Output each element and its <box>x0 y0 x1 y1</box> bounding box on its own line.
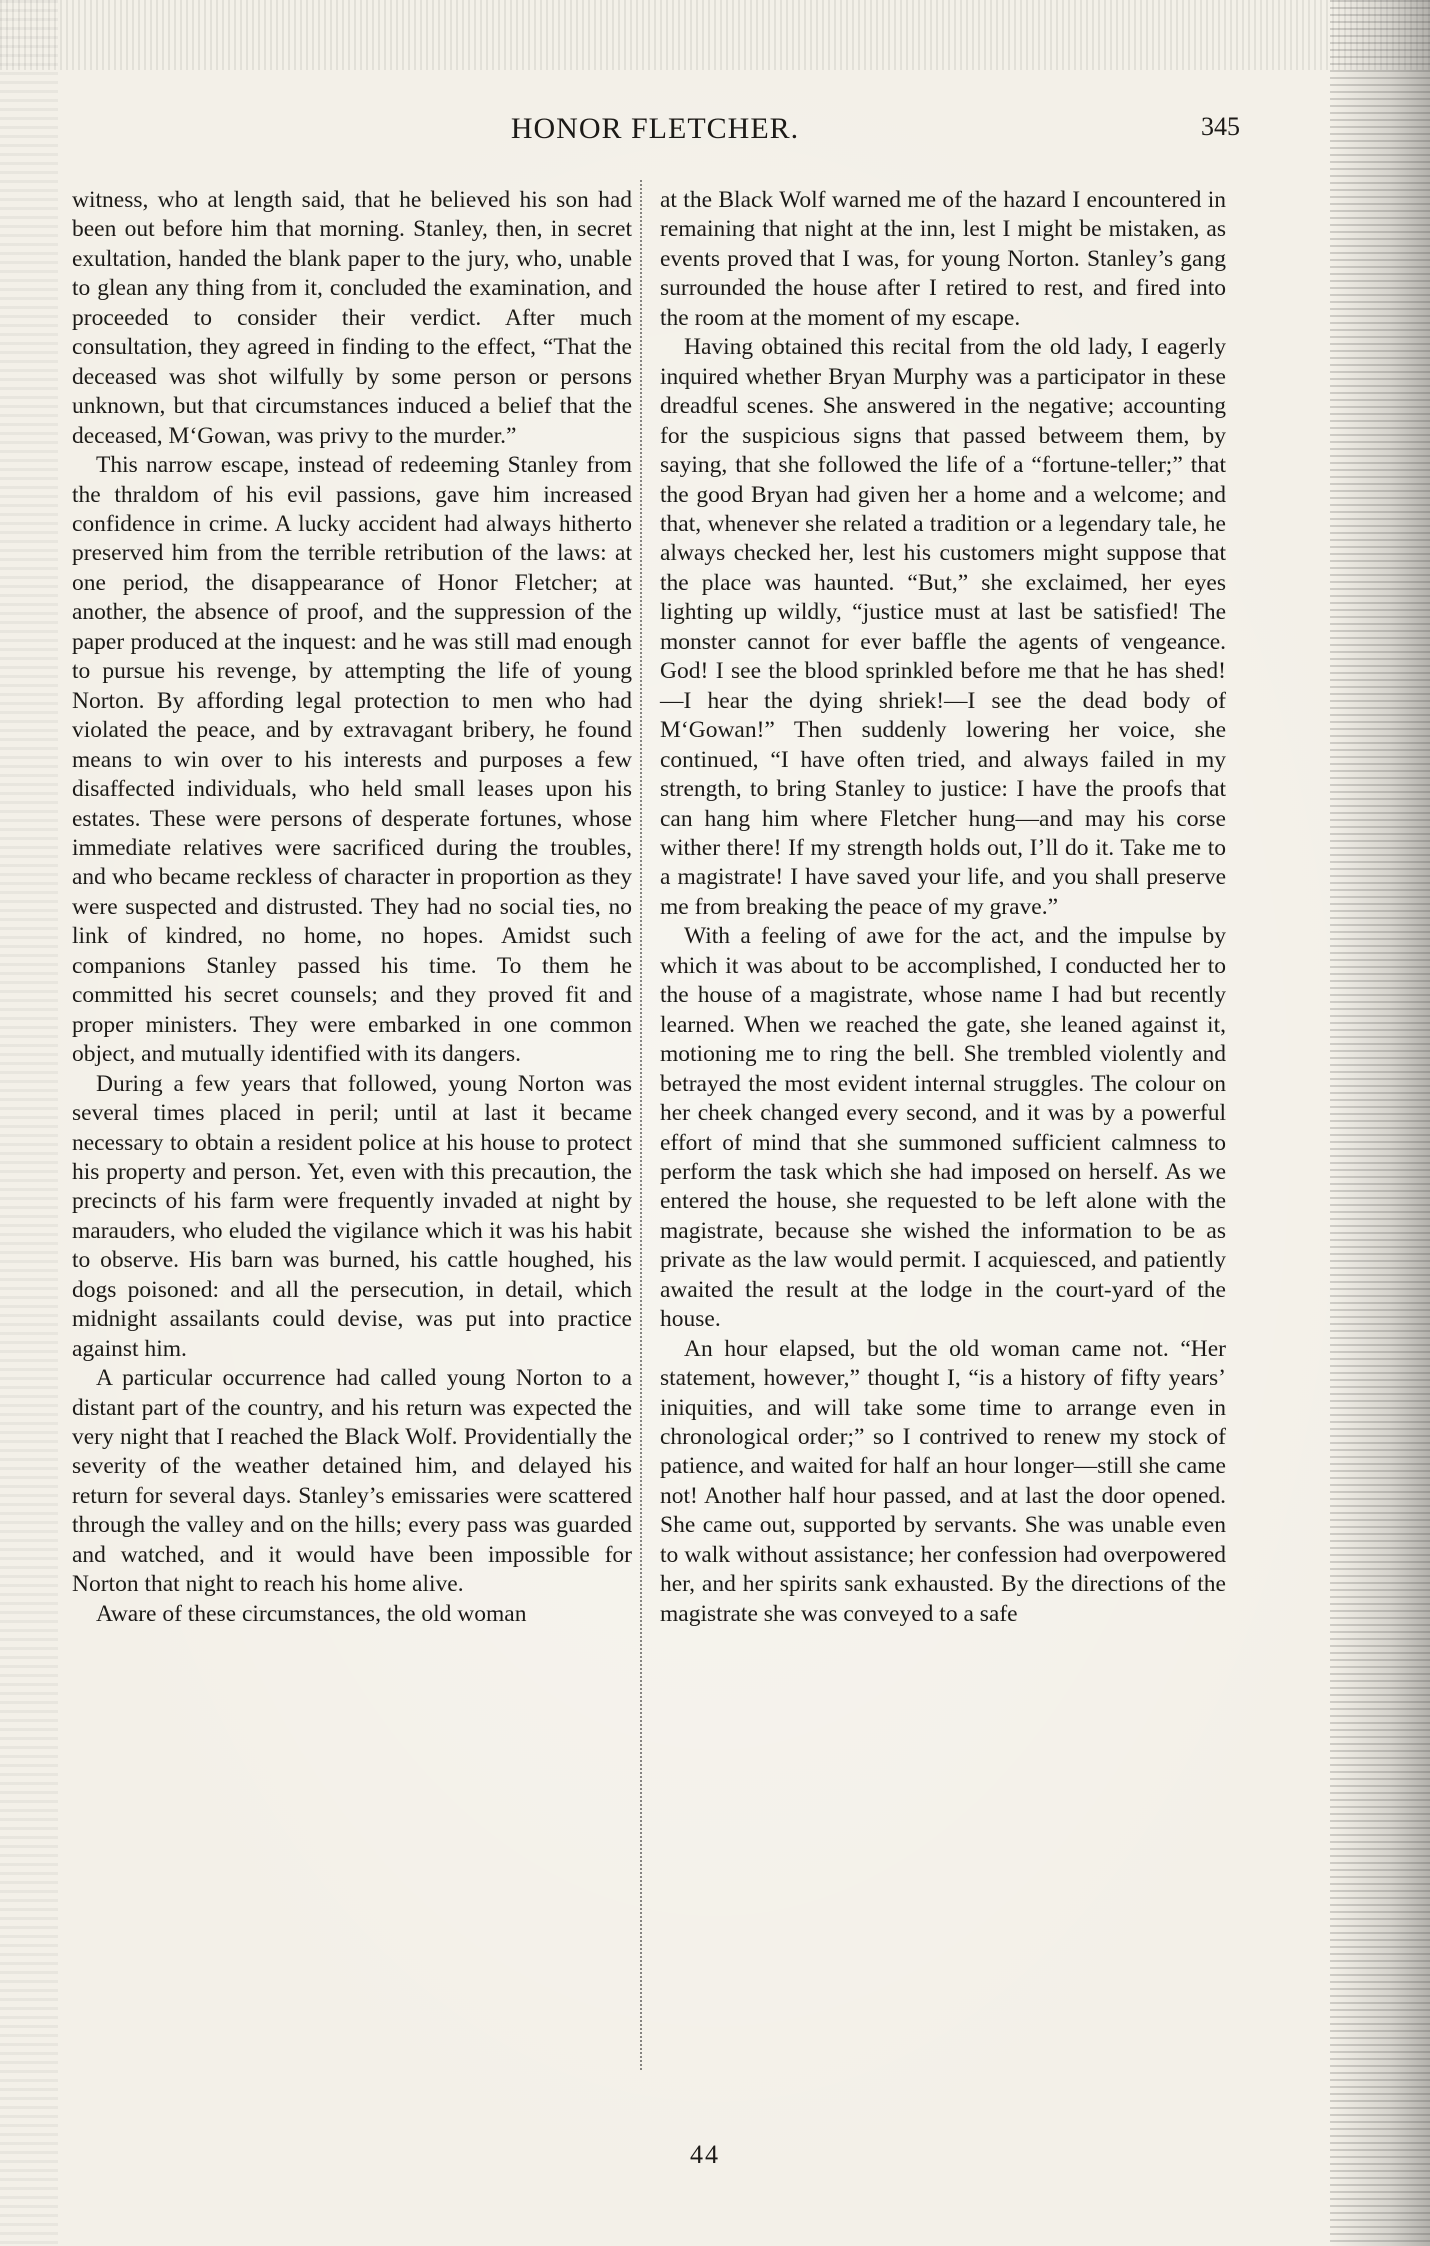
paragraph: A particular occurrence had called young Norton to a distant part of the country, and his return was expected the very night that I reached the Black Wolf. Providentially the severity of the weather detained him, and delayed his return for several days. Stanley’s emissaries were scattered through the valley and on the hills; every pass was guarded and watched, and it would have been impossible for Norton that night to reach his home alive. <box>72 1365 632 1598</box>
scan-noise-right <box>1330 0 1430 2246</box>
paragraph: With a feeling of awe for the act, and the impulse by which it was about to be accomplished, I conducted her to the house of a magistrate, whose name I had but recently learned. When we reached the gate, she leaned against it, motioning me to ring the bell. She trembled violently and betrayed the most evident internal struggles. The colour on her cheek changed every second, and it was by a powerful effort of mind that she summoned sufficient calmness to perform the task which she had imposed on herself. As we entered the house, she requested to be left alone with the magistrate, because she wished the information to be as private as the law would permit. I acquiesced, and patiently awaited the result at the lodge in the court-yard of the house. <box>660 923 1226 1333</box>
signature-mark: 44 <box>690 2140 720 2169</box>
scan-noise-top <box>0 0 1430 70</box>
paragraph: This narrow escape, instead of redeeming Stanley from the thraldom of his evil passions, gave him increased confidence in crime. A lucky accident had always hitherto preserved him from the terrible retribution of the laws: at one period, the disappearance of Honor Fletcher; at another, the absence of proof, and the suppression of the paper produced at the inquest: and he was still mad enough to pursue his revenge, by attempting the life of young Norton. By affording legal protection to men who had violated the peace, and by extravagant bribery, he found means to win over to his interests and purposes a few disaffected individuals, who held small leases upon his estates. These were persons of desperate fortunes, whose immediate relatives were sacrificed during the troubles, and who became reckless of character in proportion as they were suspected and distrusted. They had no social ties, no link of kindred, no home, no hopes. Amidst such companions Stanley passed his time. To them he committed his secret counsels; and they proved fit and proper ministers. They were embarked in one common object, and mutually identified with its dangers. <box>72 452 632 1068</box>
paragraph: During a few years that followed, young Norton was several times placed in peril; until at last it became necessary to obtain a resident police at his house to protect his property and person. Yet, even with this precaution, the precincts of his farm were frequently invaded at night by marauders, who eluded the vigilance which it was his habit to observe. His barn was burned, his cattle houghed, his dogs poisoned: and all the persecution, in detail, which midnight assailants could devise, was put into practice against him. <box>72 1070 632 1362</box>
paragraph: witness, who at length said, that he believed his son had been out before him that morning. Stanley, then, in secret exultation, handed the blank paper to the jury, who, unable to glean any thing from it, concluded the examination, and proceeded to consider their verdict. After much consultation, they agreed in finding to the effect, “That the deceased was shot wilfully by some person or persons unknown, but that circumstances induced a belief that the deceased, M‘Gowan, was privy to the murder.” <box>72 187 632 449</box>
paragraph: at the Black Wolf warned me of the hazard I encountered in remaining that night at the inn, lest I might be mistaken, as events proved that I was, for young Norton. Stanley’s gang surrounded the house after I retired to rest, and fired into the room at the moment of my escape. <box>660 187 1226 331</box>
paragraph: An hour elapsed, but the old woman came not. “Her statement, however,” thought I, “is a history of fifty years’ iniquities, and will take some time to arrange even in chronological order;” so I contrived to renew my stock of patience, and waited for half an hour longer—still she came not! Another half hour passed, and at last the door opened. She came out, supported by servants. She was unable even to walk without assistance; her confession had overpowered her, and her spirits sank exhausted. By the directions of the magistrate she was conveyed to a safe <box>660 1335 1226 1627</box>
paragraph: Aware of these circumstances, the old woman <box>96 1600 527 1627</box>
page-header <box>70 112 1240 152</box>
left-column <box>72 186 632 1629</box>
column-divider <box>640 180 642 2070</box>
right-column <box>660 186 1226 1629</box>
paragraph: Having obtained this recital from the old lady, I eagerly inquired whether Bryan Murphy was a participator in these dreadful scenes. She answered in the negative; accounting for the suspicious signs that passed betweem them, by saying, that she followed the life of a “fortune-teller;” that the good Bryan had given her a home and a welcome; and that, whenever she related a tradition or a legendary tale, he always checked her, lest his customers might suppose that the place was haunted. “But,” she exclaimed, her eyes lighting up wildly, “justice must at last be satisfied! The monster cannot for ever baffle the agents of vengeance. God! I see the blood sprinkled before me that he has shed!—I hear the dying shriek!—I see the dead body of M‘Gowan!” Then suddenly lowering her voice, she continued, “I have often tried, and always failed in my strength, to bring Stanley to justice: I have the proofs that can hang him where Fletcher hung—and may his corse wither there! If my strength holds out, I’ll do it. Take me to a magistrate! I have saved your life, and you shall preserve me from breaking the peace of my grave.” <box>660 334 1226 920</box>
page-number: 345 <box>1201 112 1240 141</box>
running-head: HONOR FLETCHER. <box>510 112 800 145</box>
scan-noise-left <box>0 0 58 2246</box>
